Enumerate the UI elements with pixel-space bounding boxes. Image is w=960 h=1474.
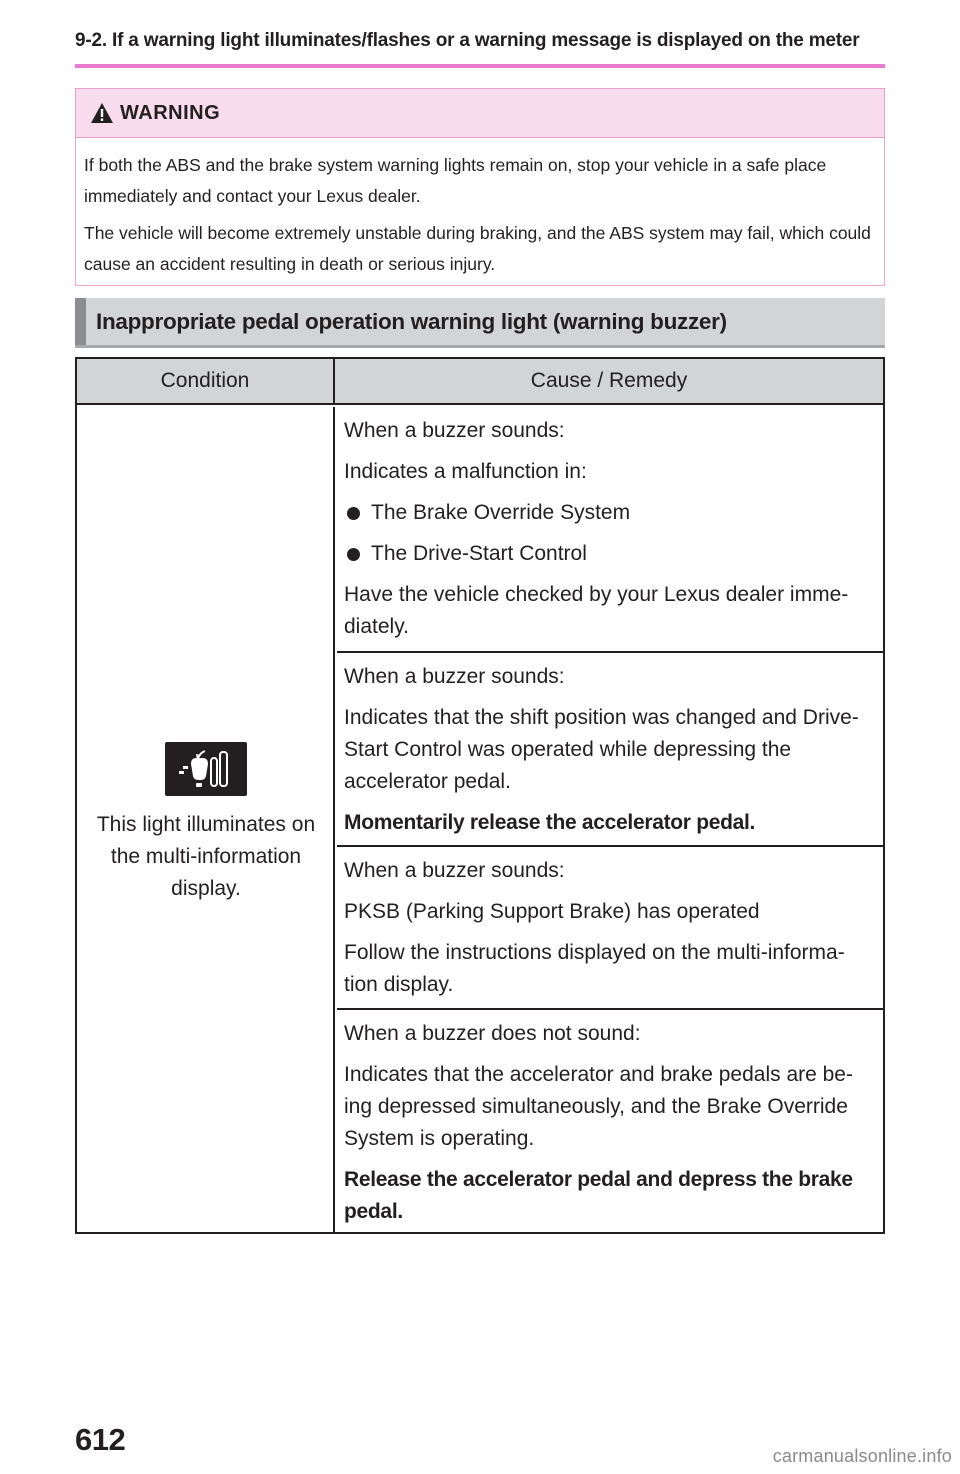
- warning-light-table: [75, 357, 885, 1234]
- remedy-cell: [337, 847, 883, 1008]
- section-heading: [75, 298, 885, 348]
- section-title: Inappropriate pedal operation warning light (warning buzzer): [96, 308, 727, 334]
- remedy-line: Have the vehicle checked by your Lexus dealer imme-diately.: [344, 583, 849, 638]
- remedy-line: PKSB (Parking Support Brake) has operated: [344, 900, 760, 923]
- remedy-line: Indicates that the accelerator and brake pedals are be-ing depressed simultaneously, and the Brake Override System is operating.: [344, 1063, 853, 1150]
- watermark: carmanualsonline.info: [772, 1446, 952, 1466]
- bullet-text: The Drive-Start Control: [371, 542, 587, 565]
- remedy-line: Indicates that the shift position was changed and Drive-Start Control was operated while depressing the accelerator pedal.: [344, 706, 859, 793]
- section-heading-bar: [75, 298, 86, 345]
- warning-paragraph: The vehicle will become extremely unstable during braking, and the ABS system may fail, which could cause an accident resulting in death or serious injury.: [84, 223, 871, 274]
- remedy-line: When a buzzer sounds:: [344, 859, 565, 882]
- remedy-line: When a buzzer sounds:: [344, 419, 565, 442]
- column-header-cause-remedy: Cause / Remedy: [335, 359, 883, 405]
- remedy-cell: [337, 407, 883, 651]
- condition-cell: [77, 407, 335, 1232]
- remedy-action: Release the accelerator pedal and depress the brake pedal.: [344, 1168, 853, 1223]
- condition-caption: This light illuminates on the multi-information display.: [96, 813, 316, 900]
- column-header-condition: Condition: [77, 359, 335, 405]
- warning-body: [76, 138, 884, 280]
- remedy-line: When a buzzer does not sound:: [344, 1022, 641, 1045]
- remedy-action: Momentarily release the accelerator pedal.: [344, 811, 756, 834]
- bullet-item: [344, 497, 877, 529]
- remedy-line: When a buzzer sounds:: [344, 665, 565, 688]
- warning-triangle-icon: [90, 102, 114, 124]
- header-divider: [75, 64, 885, 68]
- bullet-icon: [347, 548, 360, 561]
- remedy-line: Follow the instructions displayed on the multi-informa-tion display.: [344, 941, 845, 996]
- warning-header: [76, 89, 884, 138]
- remedy-line: Indicates a malfunction in:: [344, 460, 587, 483]
- bullet-item: [344, 538, 877, 570]
- warning-box: [75, 88, 885, 286]
- pedal-misoperation-warning-icon: [165, 742, 247, 796]
- bullet-icon: [347, 507, 360, 520]
- remedy-cell: [337, 1010, 883, 1232]
- remedy-cell: [337, 653, 883, 845]
- bullet-text: The Brake Override System: [371, 501, 631, 524]
- page-header: 9-2. If a warning light illuminates/flashes or a warning message is displayed on the meter: [75, 30, 860, 51]
- page-number: 612: [75, 1422, 126, 1457]
- warning-paragraph: If both the ABS and the brake system warning lights remain on, stop your vehicle in a safe place immediately and contact your Lexus dealer.: [84, 155, 827, 206]
- warning-title: WARNING: [120, 101, 221, 124]
